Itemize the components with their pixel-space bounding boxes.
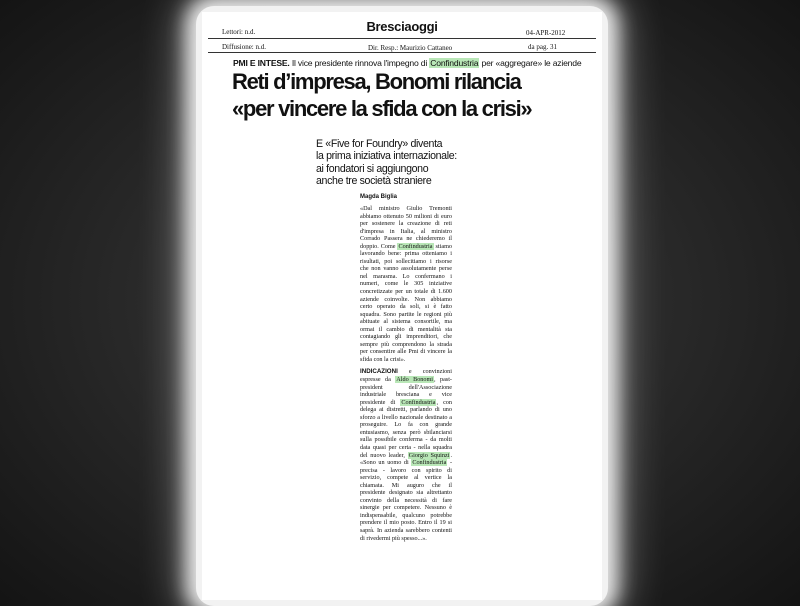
body-paragraph-1 (360, 205, 452, 363)
article-byline: Magda Biglia (360, 194, 398, 200)
subhead-line-4: anche tre società straniere (316, 175, 432, 188)
p2-highlight-confindustria: Confindustria (401, 398, 436, 406)
article-subhead (316, 138, 516, 188)
page-reference: da pag. 31 (528, 43, 557, 51)
p2-text-b: , past-president dell'Associazione industriale bresciana e vice presidente di (360, 376, 452, 406)
readers-label: Lettori: n.d. (222, 28, 256, 36)
subhead-line-2: la prima iniziativa internazionale: (316, 150, 457, 163)
headline-line-2: «per vincere la sfida con la crisi» (232, 96, 532, 121)
p2-highlight-bonomi: Aldo Bonomi (396, 376, 434, 384)
body-paragraph-2 (360, 368, 452, 542)
circulation-label: Diffusione: n.d. (222, 43, 267, 51)
p1-text-b: stiamo lavorando bene: prima otteniamo i risultati, poi sollecitiamo i risorse che non vanno assolutamente perse nel marasma. Lo confermano i numeri, come le 305 iniziative concretizzate per un totale di 1.600 aziende coinvolte. Non abbiamo certo operato da soli, si è fatto squadra. Sono partite le regioni più abituate al sistema consortile, ma ormai il cambio di mentalità sta contagiando gli imprenditori, che sempre più comprendono la strada per consentire alle Pmi di vincere la sfida con la crisi». (360, 242, 452, 363)
p2-text-c: , con delega ai distretti, parlando di uno sforzo a livello nazionale destinato a proseguire. Lo fa con grande entusiasmo, senza però sbilanciarsi sulla possibile conferma - da molti data quasi per certa - nella squadra del nuovo leader, (360, 398, 452, 459)
p2-highlight-confindustria-2: Confindustria (412, 459, 447, 467)
kicker-text-1: Il vice presidente rinnova l'impegno di (289, 58, 430, 68)
p1-text-a: «Dal ministro Giulio Tremonti abbiamo ottenuto 50 milioni di euro per sostenere la creazione di reti d'impresa in Italia, al ministro Corrado Passera ne chiederemo il doppio. Come (360, 205, 452, 250)
kicker-lead: PMI E INTESE. (233, 58, 290, 68)
header-rule-top (208, 38, 596, 39)
article-body-column (360, 205, 452, 555)
press-clipping-page (202, 12, 602, 600)
p2-text-a: e convinzioni espresse da (360, 368, 452, 384)
article-headline (232, 68, 580, 122)
subhead-line-3: ai fondatori si aggiungono (316, 162, 429, 175)
subhead-line-1: E «Five for Foundry» diventa (316, 138, 443, 150)
director-label: Dir. Resp.: Maurizio Cattaneo (368, 44, 453, 52)
kicker-highlight: Confindustria (430, 58, 479, 68)
kicker-text-2: per «aggregare» le aziende (479, 58, 582, 68)
article-kicker (233, 58, 582, 68)
date-label: 04-APR-2012 (526, 29, 566, 37)
newspaper-masthead: Bresciaoggi (366, 19, 438, 34)
p2-highlight-squinzi: Giorgio Squinzi (408, 451, 450, 459)
p2-text-d: . «Sono un uomo di (360, 451, 452, 467)
header-rule-bottom (208, 52, 596, 53)
p2-lead: INDICAZIONI (360, 368, 398, 376)
headline-line-1: Reti d’impresa, Bonomi rilancia (232, 69, 521, 94)
p2-text-e: - precisa - lavoro con spirito di servizio, compete al vertice la chiamata. Mi auguro che il presidente designato sia altrettanto convinto della necessità di fare sinergie per competere. Nessuno è indispensabile, qualcuno potrebbe prendere il mio posto. Entro il 19 si saprà. In azienda sarebbero contenti di rivedermi più spesso...». (360, 459, 452, 542)
p1-highlight-confindustria: Confindustria (398, 242, 433, 250)
